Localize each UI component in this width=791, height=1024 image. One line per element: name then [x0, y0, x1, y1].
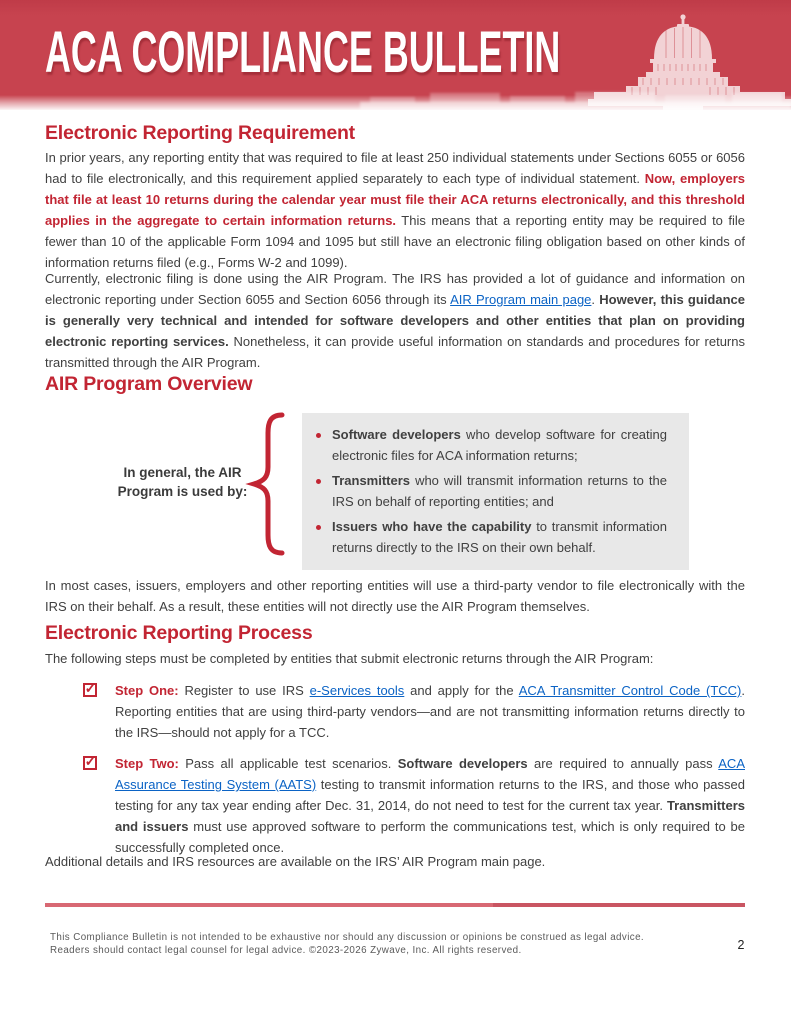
page-number: 2 — [737, 938, 745, 952]
text-segment: Issuers who have the capability — [332, 519, 532, 534]
checked-checkbox-icon[interactable] — [83, 753, 97, 770]
text-segment: who will transmit information returns to the IRS on behalf of reporting entities; and — [332, 473, 667, 509]
step-label: Step Two: — [115, 756, 186, 771]
step-one-item — [45, 680, 745, 743]
text-segment: . — [591, 292, 600, 307]
footer-disclaimer: This Compliance Bulletin is not intended to be exhaustive nor should any discussion or opinions be construed as legal advice. Readers should contact legal counsel for legal advice. ©2023-2026 Zywave, Inc. All rights reserved. — [50, 932, 645, 956]
text-segment: Pass all applicable test scenarios. — [185, 756, 398, 771]
checked-checkbox-icon[interactable] — [83, 680, 97, 697]
text-segment: are required to annually pass — [527, 756, 719, 771]
footer-divider — [45, 903, 745, 907]
checkmark-glyph: ✓ — [84, 680, 97, 696]
step-two-text — [115, 753, 745, 858]
list-item — [316, 471, 667, 512]
paragraph-prior-years — [45, 147, 745, 273]
inline-link[interactable]: AIR Program main page — [450, 292, 592, 307]
text-segment: Transmitters and issuers — [115, 798, 745, 834]
process-closing: Additional details and IRS resources are available on the IRS’ AIR Program main page. — [45, 854, 546, 869]
text-segment: must use approved software to perform the communications test, which is only required to be successfully completed once. — [115, 819, 745, 855]
step-two-item — [45, 753, 745, 858]
text-segment: testing to transmit information returns to the IRS, and those who passed testing for any tax year ending after Dec. 31, 2014, do not need to test for the current tax year. — [115, 777, 745, 813]
bullet-icon — [316, 479, 321, 484]
section-heading-reporting-process: Electronic Reporting Process — [45, 622, 313, 644]
text-segment: and apply for the — [404, 683, 519, 698]
bullet-icon — [316, 525, 321, 530]
text-segment: Software developers — [397, 756, 528, 771]
text-segment: Nonetheless, it can provide useful information on standards and procedures for returns transmitted through the AIR Program. — [45, 334, 745, 370]
curly-brace-icon — [244, 411, 288, 557]
bullet-text — [332, 425, 667, 466]
text-segment: In prior years, any reporting entity that was required to file at least 250 individual statements under Sections 6055 or 6056 had to file electronically, and this requirement applied separately to each type of individual statement. — [45, 150, 745, 186]
bullet-text — [332, 517, 667, 558]
text-segment: Now, employers that file at least 10 returns during the calendar year must file their ACA returns electronically, and this threshold applies in the aggregate to certain information returns. — [45, 171, 746, 228]
list-item — [316, 425, 667, 466]
text-segment: Currently, electronic filing is done using the AIR Program. The IRS has provided a lot of guidance and information on electronic reporting under Section 6055 and Section 6056 through its — [45, 271, 745, 307]
text-segment: to transmit information returns directly to the IRS on their own behalf. — [332, 519, 668, 555]
banner-bottom-fade — [0, 95, 791, 110]
checkmark-glyph: ✓ — [84, 753, 97, 769]
inline-link[interactable]: ACA Assurance Testing System (AATS) — [115, 756, 745, 792]
step-label: Step One: — [115, 683, 185, 698]
text-segment: Transmitters — [332, 473, 411, 488]
list-item — [316, 517, 667, 558]
text-segment: However, this guidance is generally very technical and intended for software developers and other entities that plan on providing electronic reporting services. — [45, 292, 745, 349]
step-one-text — [115, 680, 745, 743]
text-segment: who develop software for creating electronic files for ACA information returns; — [332, 427, 667, 463]
page-title-text: ACA COMPLIANCE BULLETIN — [45, 19, 561, 86]
bullet-icon — [316, 433, 321, 438]
air-program-users-box — [302, 413, 689, 570]
header-banner — [0, 0, 791, 110]
text-segment: In most cases, issuers, employers and other reporting entities will use a third-party vendor to file electronically with the IRS on their behalf. As a result, these entities will not directly use the AIR Program themselves. — [45, 578, 745, 614]
text-segment: This means that a reporting entity may be required to file fewer than 10 of the applicable Form 1094 and 1095 but still have an electronic filing obligation based on other kinds of information returns filed (e.g., Forms W-2 and 1099). — [45, 213, 745, 270]
inline-link[interactable]: e-Services tools — [309, 683, 405, 698]
process-intro: The following steps must be completed by entities that submit electronic returns through the AIR Program: — [45, 651, 654, 666]
section-heading-air-overview: AIR Program Overview — [45, 373, 253, 395]
bullet-text — [332, 471, 667, 512]
section-heading-reporting-requirement: Electronic Reporting Requirement — [45, 122, 355, 144]
text-segment: Register to use IRS — [184, 683, 310, 698]
paragraph-third-party — [45, 575, 745, 617]
paragraph-air-guidance — [45, 268, 745, 373]
text-segment: Software developers — [332, 427, 461, 442]
brace-label: In general, the AIR Program is used by: — [117, 465, 248, 499]
text-segment: . Reporting entities that are using third-party vendors—and are not transmitting information returns directly to the IRS—should not apply for a TCC. — [115, 683, 746, 740]
inline-link[interactable]: ACA Transmitter Control Code (TCC) — [518, 683, 742, 698]
